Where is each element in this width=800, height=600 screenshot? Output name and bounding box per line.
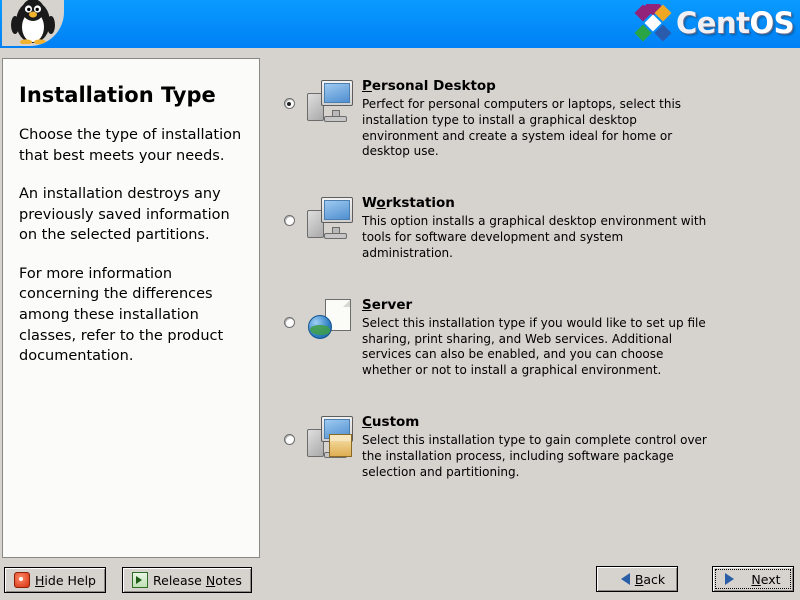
- release-notes-label: Release Notes: [153, 572, 242, 588]
- next-button[interactable]: [712, 566, 794, 592]
- hide-help-label: Hide Help: [35, 572, 96, 588]
- icon-cell-server: [302, 281, 358, 341]
- installation-type-list: [276, 62, 792, 500]
- page-title: Installation Type: [19, 83, 216, 107]
- custom-package-icon: [307, 414, 353, 458]
- text-cell-personal-desktop: [358, 62, 792, 160]
- help-paragraph-3: For more information concerning the differences among these installation classes, refer to the product documentation.: [19, 265, 224, 365]
- radio-cell-server[interactable]: [276, 281, 302, 328]
- centos-diamond-logo-icon: [634, 4, 672, 42]
- release-notes-button[interactable]: [122, 567, 252, 593]
- accel-char: C: [362, 414, 372, 431]
- text-cell-server: [358, 281, 792, 379]
- centos-logo: [634, 1, 794, 45]
- option-custom[interactable]: [276, 398, 792, 480]
- header-bar: [0, 0, 800, 48]
- text-cell-custom: [358, 398, 792, 480]
- option-description-server: Select this installation type if you would like to set up file sharing, print sharing, and Web services. Additional services can also be enabled, and you can choose whether or not to install a graphical environment.: [362, 315, 706, 378]
- option-description-workstation: This option installs a graphical desktop environment with tools for software development and system administration.: [362, 214, 707, 260]
- radio-cell-personal-desktop[interactable]: [276, 62, 302, 109]
- brand-text-secondary: OS: [749, 6, 794, 40]
- radio-personal-desktop[interactable]: [284, 98, 295, 109]
- option-description-custom: Select this installation type to gain complete control over the installation process, including software package selection and partitioning.: [362, 433, 707, 479]
- option-workstation[interactable]: [276, 179, 792, 261]
- option-title-workstation: Workstation: [362, 195, 455, 212]
- help-icon: [14, 572, 30, 588]
- radio-cell-workstation[interactable]: [276, 179, 302, 226]
- server-globe-icon: [307, 297, 353, 341]
- radio-workstation[interactable]: [284, 215, 295, 226]
- icon-cell-personal-desktop: [302, 62, 358, 122]
- radio-server[interactable]: [284, 317, 295, 328]
- help-panel: [2, 58, 260, 558]
- text-cell-workstation: [358, 179, 792, 261]
- option-server[interactable]: [276, 281, 792, 379]
- radio-custom[interactable]: [284, 434, 295, 445]
- accel-char: o: [376, 195, 386, 212]
- penguin-badge: [2, 0, 64, 46]
- help-paragraph-1: Choose the type of installation that best meets your needs.: [19, 127, 242, 164]
- tux-penguin-icon: [7, 0, 59, 44]
- accel-char: P: [362, 78, 372, 94]
- brand-text: [676, 6, 794, 40]
- accel-char: S: [362, 296, 372, 313]
- next-label: Next: [751, 571, 781, 587]
- hide-help-button[interactable]: [4, 567, 106, 593]
- radio-cell-custom[interactable]: [276, 398, 302, 445]
- option-title-custom: Custom: [362, 414, 420, 431]
- icon-cell-workstation: [302, 179, 358, 239]
- option-personal-desktop[interactable]: [276, 62, 792, 160]
- desktop-monitor-icon: [307, 195, 353, 239]
- help-paragraph-2: An installation destroys any previously saved information on the selected partitions.: [19, 186, 230, 244]
- desktop-monitor-icon: [307, 78, 353, 122]
- option-description-personal-desktop: Perfect for personal computers or laptops, select this installation type to install a graphical desktop environment and create a system ideal for home or desktop use.: [362, 97, 682, 159]
- back-button[interactable]: [596, 566, 678, 592]
- notes-icon: [132, 572, 148, 588]
- option-title-server: Server: [362, 296, 413, 313]
- icon-cell-custom: [302, 398, 358, 458]
- bottom-bar: [0, 560, 800, 600]
- back-label: Back: [634, 571, 666, 587]
- triangle-left-icon: [609, 573, 630, 585]
- triangle-right-icon: [725, 573, 746, 585]
- brand-text-primary: Cent: [675, 6, 750, 40]
- option-title-personal-desktop: Personal Desktop: [362, 78, 496, 94]
